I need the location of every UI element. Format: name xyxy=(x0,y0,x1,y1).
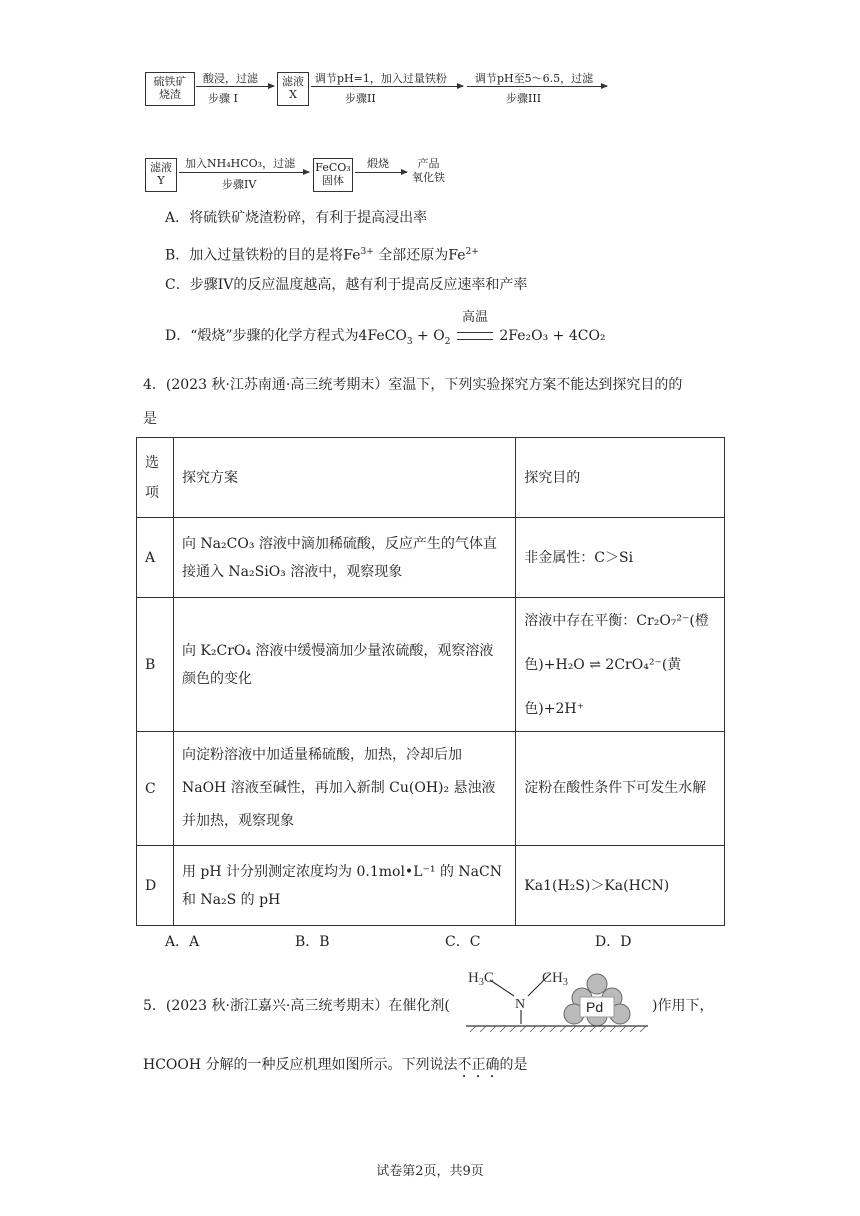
flow-r1-a1-top: 酸浸，过滤 xyxy=(203,72,258,85)
q3-d-equals xyxy=(457,332,493,340)
table-row xyxy=(137,846,725,926)
flow-r1-a3-bottom: 步骤III xyxy=(506,92,542,105)
q4-row-a-goal: 非金属性：C＞Si xyxy=(516,518,725,598)
q4-answer-d: D．D xyxy=(595,934,632,950)
q4-row-b-plan: 向 K₂CrO₄ 溶液中缓慢滴加少量浓硫酸，观察溶液颜色的变化 xyxy=(173,598,515,732)
flow-box-filtrate-y xyxy=(145,158,177,192)
q4-answer-a: A．A xyxy=(165,934,200,950)
table-row xyxy=(137,518,725,598)
pd-cluster xyxy=(564,974,630,1026)
q4-header-option-text: 选项 xyxy=(145,454,159,501)
flow-product xyxy=(412,157,445,185)
q4-row-a-opt: A xyxy=(137,518,174,598)
q5-line2-emph: 不正确 xyxy=(457,1057,500,1073)
flow-box-filtrate-x xyxy=(277,72,309,106)
catalyst-h3c: $H_3C$ xyxy=(468,970,494,988)
q4-row-c-plan: 向淀粉溶液中加适量稀硫酸，加热，冷却后加 NaOH 溶液至碱性，再加入新制 Cu(OH)₂ 悬浊液并加热，观察现象 xyxy=(173,732,515,846)
flow-box-ore-l1: 硫铁矿 xyxy=(153,75,187,88)
q4-row-c-goal: 淀粉在酸性条件下可发生水解 xyxy=(516,732,725,846)
q3-option-d: D．“煅烧”步骤的化学方程式为4FeCO$_3$ + $O_2$ 高温 2Fe₂O₃ + 4CO₂ xyxy=(165,310,606,347)
page-footer: 试卷第2页，共9页 xyxy=(376,1164,484,1179)
flow-r1-a1-bottom: 步骤 I xyxy=(208,92,238,105)
q4-header-option xyxy=(137,438,174,518)
q3-d-pre: D．“煅烧”步骤的化学方程式为4FeCO xyxy=(165,328,407,344)
q3-option-b xyxy=(165,242,479,266)
q4-answer-b: B．B xyxy=(295,934,330,950)
flow-r2-arrow2 xyxy=(355,172,407,173)
q4-row-b-opt: B xyxy=(137,598,174,732)
flow-r1-arrow3 xyxy=(467,86,607,87)
flow-box-feco3-l1: FeCO₃ xyxy=(315,161,351,174)
flow-r2-arrow1 xyxy=(179,172,309,173)
q4-header-goal: 探究目的 xyxy=(516,438,725,518)
q3-d-condition xyxy=(457,310,493,326)
flow-box-y-l1: 滤液 xyxy=(150,161,172,174)
q3-b-mid: 全部还原为Fe xyxy=(378,247,466,264)
flow-r2-a1-bottom: 步骤IV xyxy=(222,178,257,191)
flow-r2-a2-top: 煅烧 xyxy=(367,157,389,170)
flow-r1-a2-top: 调节pH=1，加入过量铁粉 xyxy=(315,72,447,85)
q5-line2 xyxy=(143,1055,528,1081)
q4-stem-line1: 4．(2023 秋·江苏南通·高三统考期末）室温下，下列实验探究方案不能达到探究目的的 xyxy=(143,377,683,393)
q4-table xyxy=(136,437,725,926)
q4-row-d-opt: D xyxy=(137,846,174,926)
flow-box-ore xyxy=(145,72,195,106)
q3-option-a: A．将硫铁矿烧渣粉碎，有利于提高浸出率 xyxy=(165,210,428,226)
q4-row-a-plan: 向 Na₂CO₃ 溶液中滴加稀硫酸，反应产生的气体直接通入 Na₂SiO₃ 溶液中，观察现象 xyxy=(173,518,515,598)
table-row xyxy=(137,438,725,518)
flow-box-ore-l2: 烧渣 xyxy=(159,88,181,101)
q5-line2-pre: HCOOH 分解的一种反应机理如图所示。下列说法 xyxy=(143,1057,458,1073)
flow-box-feco3-l2: 固体 xyxy=(322,174,344,187)
q5-stem-post: )作用下， xyxy=(652,998,714,1014)
flow-product-l1: 产品 xyxy=(417,157,440,170)
q3-b-pre: B．加入过量铁粉的目的是将Fe xyxy=(165,247,361,264)
q3-option-c: C．步骤IV的反应温度越高，越有利于提高反应速率和产率 xyxy=(165,277,528,293)
flow-box-x-l2: X xyxy=(289,88,297,101)
q3-b-sup1: 3+ xyxy=(360,247,374,257)
catalyst-figure xyxy=(462,960,652,1038)
q3-d-post: 2Fe₂O₃ + 4CO₂ xyxy=(499,328,606,344)
flow-box-x-l1: 滤液 xyxy=(282,75,304,88)
q3-b-sup2: 2+ xyxy=(465,247,479,257)
flow-box-feco3 xyxy=(313,158,353,192)
q3-d-cond-text: 高温 xyxy=(461,310,488,325)
q5-line2-post: 的是 xyxy=(499,1057,528,1073)
q4-row-c-opt: C xyxy=(137,732,174,846)
q4-row-b-goal: 溶液中存在平衡：Cr₂O₇²⁻(橙色)+H₂O ⇌ 2CrO₄²⁻(黄色)+2H⁺ xyxy=(516,598,725,732)
q4-row-d-plan: 用 pH 计分别测定浓度均为 0.1mol•L⁻¹ 的 NaCN 和 Na₂S 的 pH xyxy=(173,846,515,926)
flow-r1-arrow1 xyxy=(196,86,274,87)
flow-r1-a2-bottom: 步骤II xyxy=(345,92,376,105)
flow-box-y-l2: Y xyxy=(157,174,165,187)
q4-answer-c: C．C xyxy=(445,934,481,950)
flow-r1-a3-top: 调节pH至5～6.5，过滤 xyxy=(475,72,594,85)
flow-product-l2: 氧化铁 xyxy=(412,171,445,184)
q4-stem-line2: 是 xyxy=(143,411,157,427)
catalyst-bond-left xyxy=(490,980,514,996)
table-row xyxy=(137,598,725,732)
catalyst-ch3: $CH_3$ xyxy=(542,970,568,988)
q4-header-plan: 探究方案 xyxy=(173,438,515,518)
flow-r1-arrow2 xyxy=(311,86,463,87)
catalyst-pd: Pd xyxy=(586,999,604,1015)
q4-row-d-goal: Ka1(H₂S)＞Ka(HCN) xyxy=(516,846,725,926)
q5-stem-pre: 5．(2023 秋·浙江嘉兴·高三统考期末）在催化剂( xyxy=(143,998,450,1014)
flow-r2-a1-top: 加入NH₄HCO₃，过滤 xyxy=(185,157,296,170)
catalyst-n: N xyxy=(515,997,526,1012)
table-row xyxy=(137,732,725,846)
